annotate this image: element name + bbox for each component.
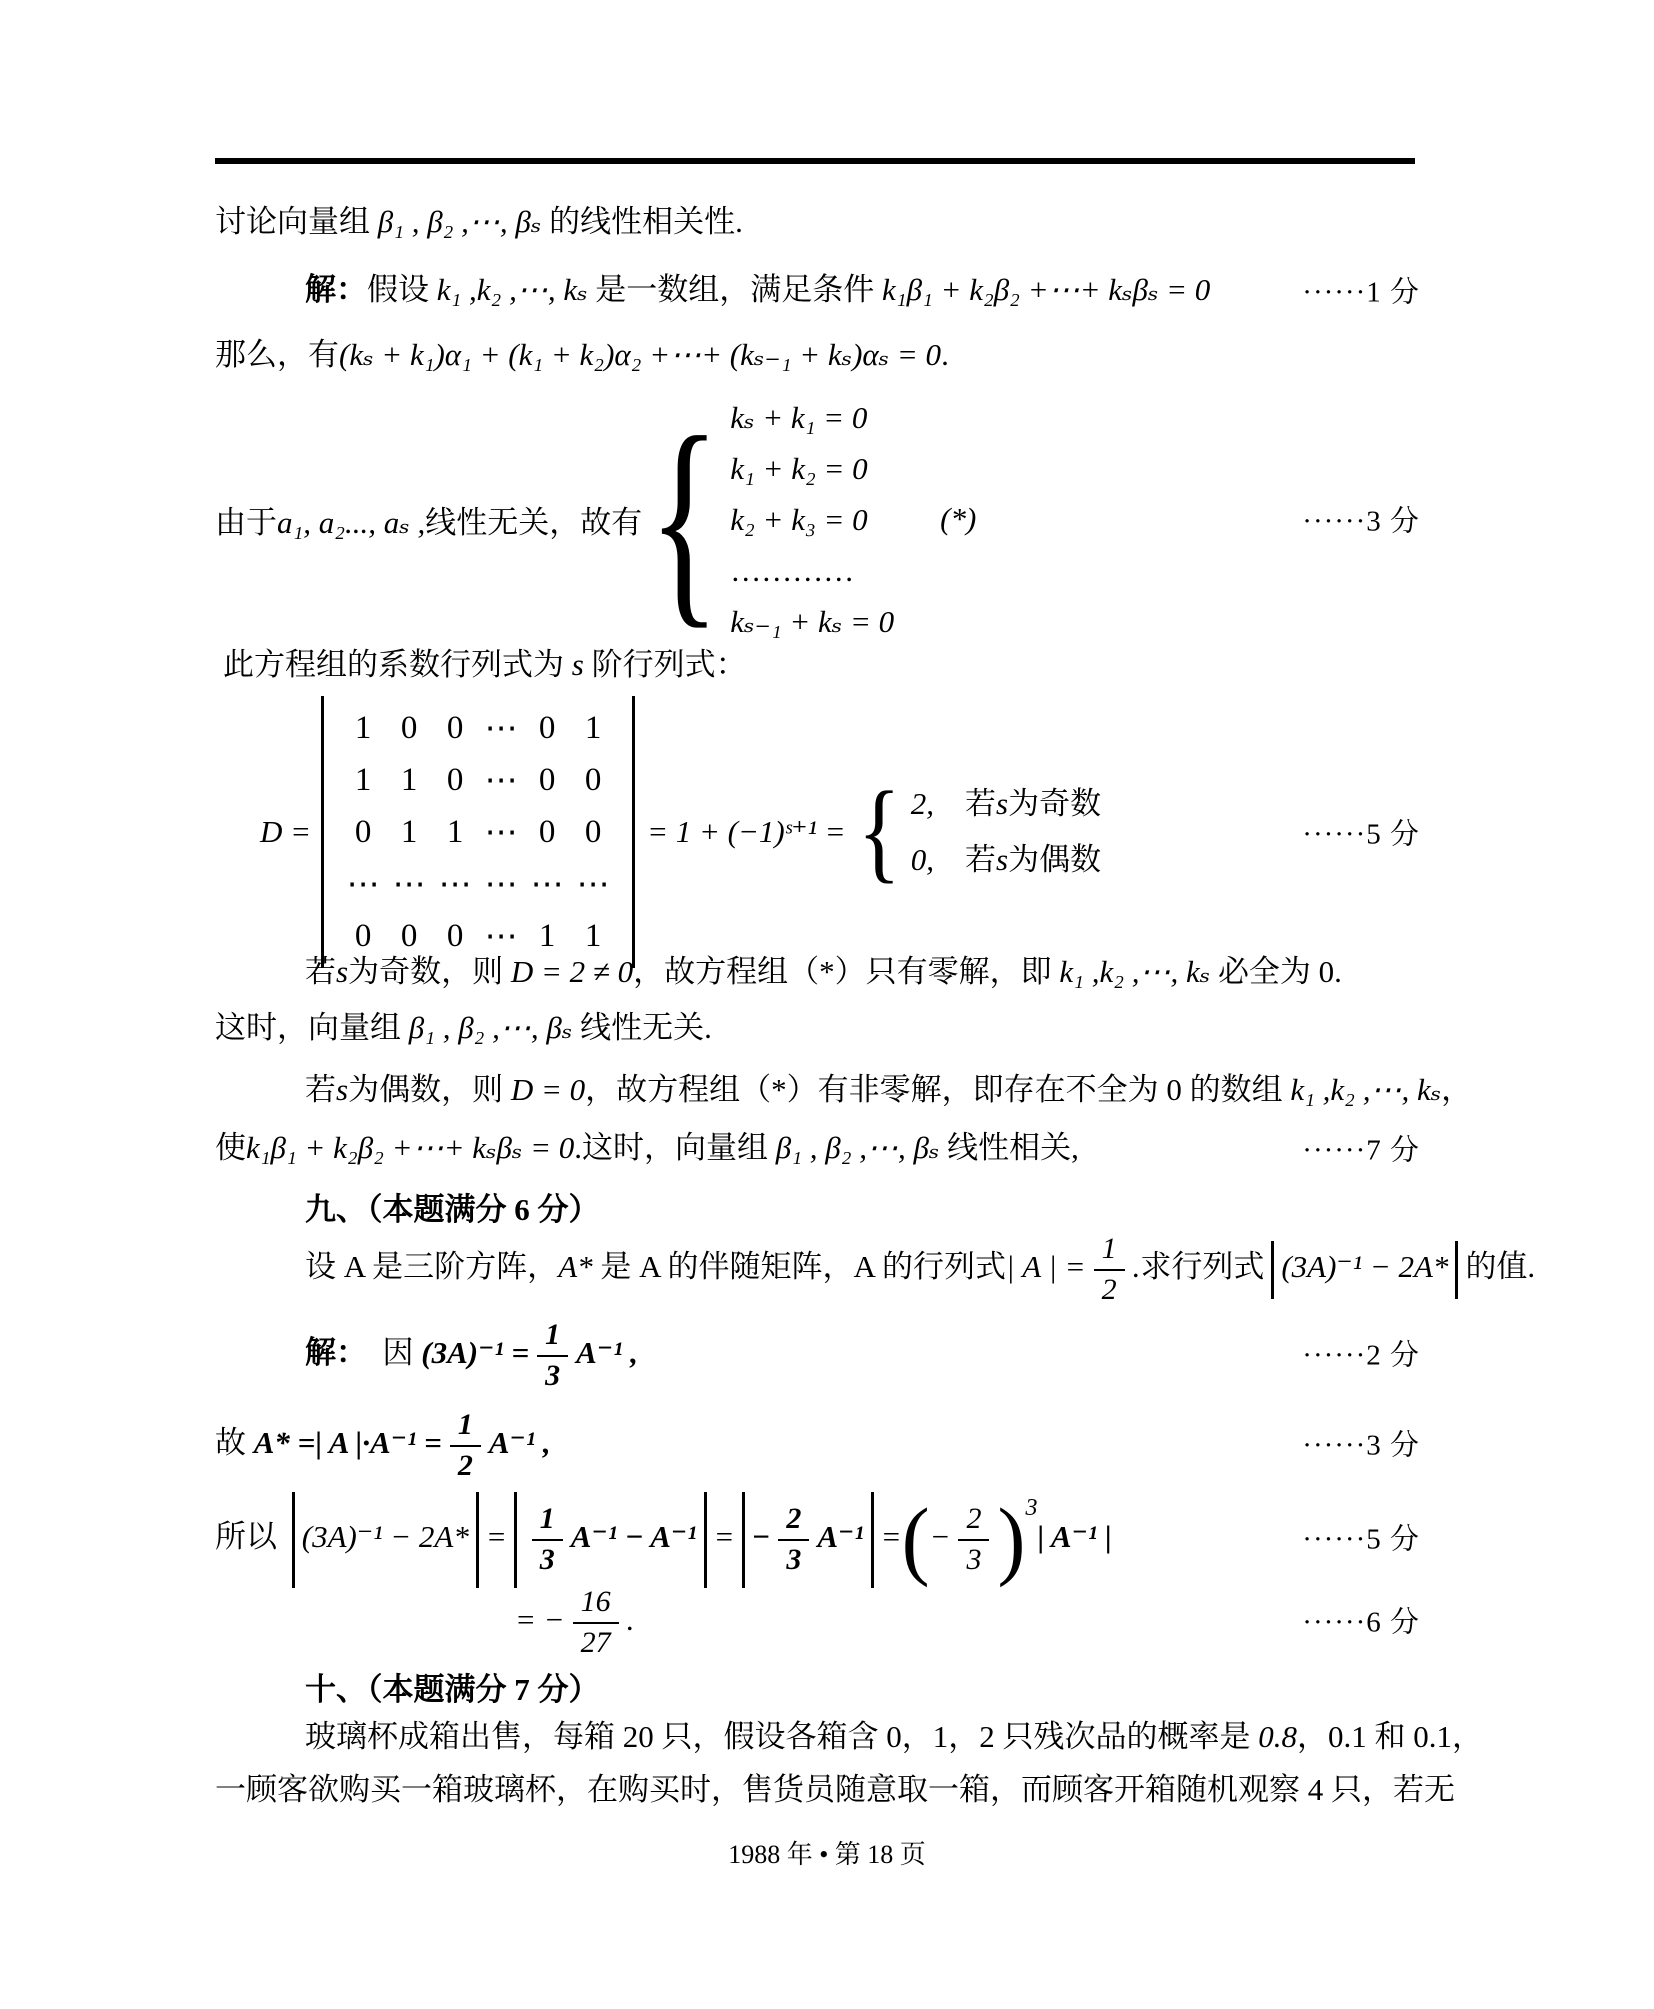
line-coefficient-determinant: [215, 633, 1420, 697]
det-cell: 0: [538, 761, 556, 798]
score-mark-7: ······7 分: [1302, 1134, 1420, 1167]
line-text: 若s为偶数，则 D = 0，故方程组（*）有非零解，即存在不全为 0 的数组 k₁ ,k₂ ,⋯, kₛ，: [305, 1072, 1473, 1107]
line-text: 此方程组的系数行列式为 s 阶行列式：: [223, 647, 747, 682]
det-cell: 1: [538, 917, 556, 954]
det-cell: 1: [354, 761, 372, 798]
det-cell: 1: [400, 761, 418, 798]
line-solution-8-start: [215, 258, 1420, 322]
heading-text: 十、（本题满分 7 分）: [305, 1672, 600, 1707]
det-cell: 0: [446, 709, 464, 746]
det-cell: 0: [354, 813, 372, 850]
det-cell: 1: [584, 917, 602, 954]
equation-row: kₛ + k₁ = 0: [730, 399, 868, 435]
det-cell: ⋯: [484, 867, 518, 903]
equation-row: k₂ + k₃ = 0: [730, 501, 868, 537]
score-mark-q9-3: ······3 分: [1302, 1429, 1420, 1462]
equation-column: [730, 392, 894, 647]
determinant-matrix: [321, 696, 635, 968]
equation-row: kₛ₋₁ + kₛ = 0: [730, 603, 895, 639]
determinant-block: D = 1 0 0 ⋯ 0 1 1 1 0 ⋯ 0 0 0 1 1 ⋯ 0 0 ⋯ ⋯ ⋯ ⋯ ⋯ ⋯ 0 0 0 ⋯ 1 1 = 1 + (−1)ˢ⁺¹ = { 2, 若s为奇数 0, 若s为偶数 ······5 分: [215, 696, 1420, 968]
case-odd: 2, 若s为奇数: [910, 786, 1102, 821]
line-text: 一顾客欲购买一箱玻璃杯，在购买时，售货员随意取一箱，而顾客开箱随机观察 4 只，若无: [215, 1772, 1455, 1807]
header-rule: [215, 158, 1415, 164]
line-this-time-independent: [215, 996, 1420, 1060]
det-cell: ⋯: [484, 815, 518, 851]
equation-row-dots: …………: [730, 552, 855, 588]
score-mark-1: ······1 分: [1302, 276, 1420, 309]
line-text: = − $\frac{16}{27}$ .: [515, 1585, 635, 1659]
line-text: 那么，有(kₛ + k₁)α₁ + (k₁ + k₂)α₂ +⋯+ (kₛ₋₁ + kₛ)αₛ = 0.: [215, 337, 949, 372]
det-cell: 1: [354, 709, 372, 746]
line-text: 若s为奇数，则 D = 2 ≠ 0，故方程组（*）只有零解，即 k₁ ,k₂ ,⋯, kₛ 必全为 0.: [305, 954, 1342, 989]
det-cell: 1: [400, 813, 418, 850]
determinant-lhs: D =: [260, 814, 312, 849]
det-cell: ⋯: [392, 867, 426, 903]
det-cell: ⋯: [484, 919, 518, 955]
line-make-dependent: [215, 1116, 1420, 1180]
det-cell: 0: [584, 813, 602, 850]
det-cell: 0: [400, 917, 418, 954]
det-cell: 0: [446, 761, 464, 798]
score-mark-5: ······5 分: [1302, 818, 1420, 851]
determinant-row: [340, 858, 616, 910]
det-cell: ⋯: [484, 711, 518, 747]
score-mark-3: ······3 分: [1302, 505, 1420, 538]
det-cell: 0: [538, 709, 556, 746]
line-q9-problem: [215, 1222, 1536, 1312]
line-q9-because: [215, 1305, 1420, 1401]
line-text: 使k₁β₁ + k₂β₂ +⋯+ kₛβₛ = 0.这时，向量组 β₁ , β₂ ,⋯, βₛ 线性相关,: [215, 1130, 1079, 1165]
determinant-row: [340, 806, 616, 858]
line-q9-hence: [215, 1395, 1420, 1491]
page-footer: 1988 年 • 第 18 页: [728, 1840, 926, 1869]
det-cell: ⋯: [530, 867, 564, 903]
line-q9-result: [215, 1572, 1420, 1668]
det-cell: 0: [354, 917, 372, 954]
star-label: (*): [940, 501, 977, 536]
line-q10-text-2: [215, 1758, 1455, 1822]
det-cell: ⋯: [484, 763, 518, 799]
det-cell: 0: [538, 813, 556, 850]
det-cell: ⋯: [576, 867, 610, 903]
cases-column: [911, 776, 1101, 888]
heading-text: 九、（本题满分 6 分）: [305, 1192, 600, 1227]
score-mark-q9-2: ······2 分: [1302, 1339, 1420, 1372]
det-cell: 0: [446, 917, 464, 954]
det-cell: 1: [584, 709, 602, 746]
line-text: 设 A 是三阶方阵，A* 是 A 的伴随矩阵，A 的行列式| A | = $\frac{1}{2}$ .求行列式 (3A)⁻¹ − 2A* 的值.: [305, 1232, 1536, 1306]
determinant-row: [340, 702, 616, 754]
determinant-rhs: = 1 + (−1)ˢ⁺¹ =: [647, 814, 846, 849]
line-text: 玻璃杯成箱出售，每箱 20 只，假设各箱含 0，1，2 只残次品的概率是 0.8，0.1 和 0.1，: [305, 1719, 1483, 1754]
det-cell: 1: [446, 813, 464, 850]
line-then-equation: [215, 323, 1420, 387]
det-cell: 0: [400, 709, 418, 746]
equation-row: k₁ + k₂ = 0: [730, 450, 868, 486]
line-discuss-dependence: [215, 190, 1420, 254]
case-even: 0, 若s为偶数: [910, 842, 1102, 877]
line-s-odd: [215, 940, 1420, 1004]
score-mark-q9-6: ······6 分: [1302, 1606, 1420, 1639]
determinant-row: [340, 754, 616, 806]
system-lead-text: 由于a₁, a₂..., aₛ ,线性无关，故有: [215, 504, 643, 540]
line-text: 所以 (3A)⁻¹ − 2A* = $\frac{1}{3}$ A⁻¹ − A⁻¹ = − $\frac{2}{3}$ A⁻¹ =(− $\frac{2}{3}$ )$^3$| A⁻¹ |: [215, 1490, 1112, 1589]
line-text: 这时，向量组 β₁ , β₂ ,⋯, βₛ 线性无关.: [215, 1010, 712, 1045]
line-text: 故 A* =| A |·A⁻¹ = $\frac{1}{2}$ A⁻¹ ,: [215, 1408, 551, 1482]
det-cell: 0: [584, 761, 602, 798]
line-text: 解： 因 (3A)⁻¹ = $\frac{1}{3}$ A⁻¹ ,: [305, 1318, 638, 1392]
line-text: 解：假设 k₁ ,k₂ ,⋯, kₛ 是一数组，满足条件 k₁β₁ + k₂β₂ +⋯+ kₛβₛ = 0: [305, 272, 1211, 307]
score-mark-q9-5: ······5 分: [1302, 1523, 1420, 1556]
equation-system-block: 由于a₁, a₂..., aₛ ,线性无关，故有 { kₛ + k₁ = 0 k₁ + k₂ = 0 k₂ + k₃ = 0 ………… kₛ₋₁ + kₛ = 0 (*) ······3 分: [215, 390, 1420, 648]
line-text: 讨论向量组 β₁ , β₂ ,⋯, βₛ 的线性相关性.: [215, 204, 743, 239]
det-cell: ⋯: [438, 867, 472, 903]
det-cell: ⋯: [346, 867, 380, 903]
line-s-even: [215, 1058, 1473, 1122]
